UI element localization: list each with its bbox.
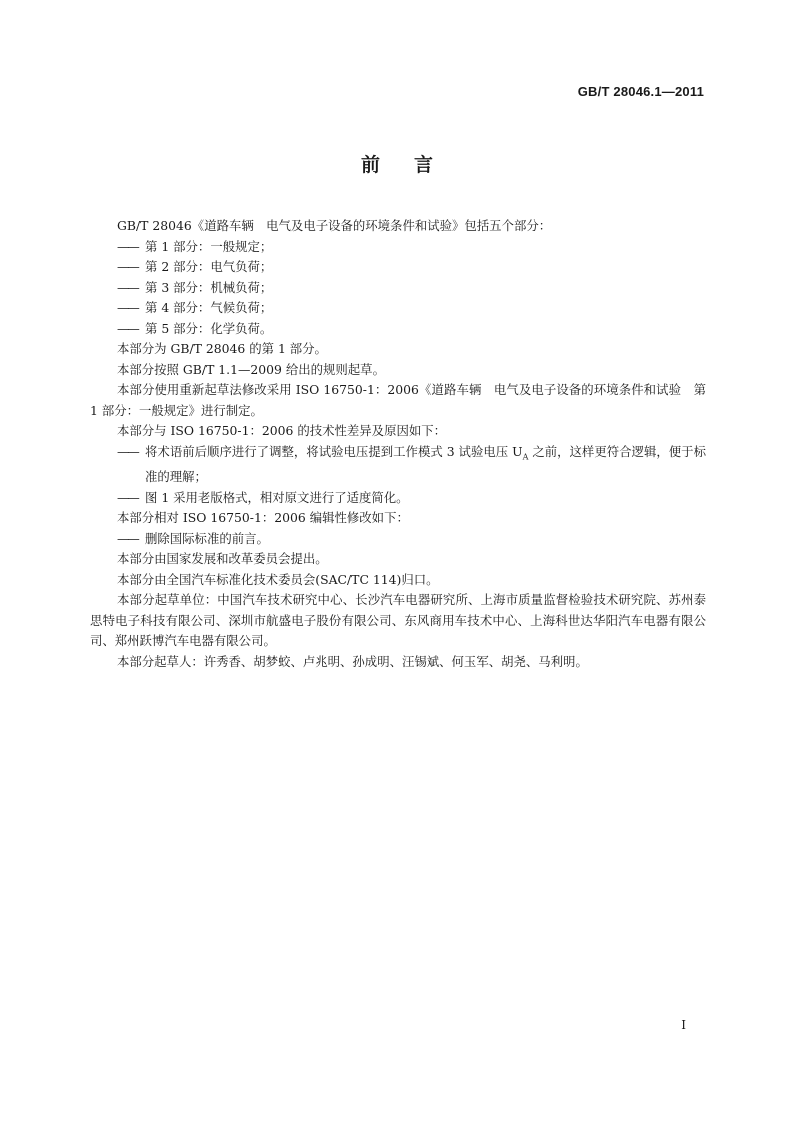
- drafting-units-statement: 本部分起草单位：中国汽车技术研究中心、长沙汽车电器研究所、上海市质量监督检验技术研究院、苏州泰思特电子科技有限公司、深圳市航盛电子股份有限公司、东风商用车技术中心、上海科世达华阳汽车电器有限公司、郑州跃博汽车电器有限公司。: [90, 592, 706, 649]
- list-item: [90, 319, 706, 340]
- foreword-body: [90, 216, 706, 672]
- drafting-rule-statement: 本部分按照 GB/T 1.1—2009 给出的规则起草。: [117, 361, 385, 377]
- page-number: I: [681, 1018, 686, 1032]
- centralized-by-statement: 本部分由全国汽车标准化技术委员会(SAC/TC 114)归口。: [117, 571, 439, 587]
- standard-code: GB/T 28046.1—2011: [577, 84, 704, 99]
- drafters-statement: 本部分起草人：许秀香、胡梦蛟、卢兆明、孙成明、汪锡斌、何玉军、胡尧、马利明。: [117, 653, 588, 669]
- list-item-text: 图 1 采用老版格式，相对原文进行了适度简化。: [145, 489, 409, 505]
- list-item-text: 第 2 部分：电气负荷；: [145, 259, 273, 274]
- list-item: [90, 298, 706, 319]
- list-item: [90, 257, 706, 278]
- list-item: [90, 278, 706, 299]
- list-item-text: 第 4 部分：气候负荷；: [145, 300, 273, 315]
- list-item-text: 之前，这样更符合逻辑，便于标准的理解；: [145, 443, 706, 485]
- tech-diff-intro: 本部分与 ISO 16750-1：2006 的技术性差异及原因如下：: [117, 423, 447, 438]
- list-item-text: 删除国际标准的前言。: [145, 530, 269, 546]
- part-of-statement: 本部分为 GB/T 28046 的第 1 部分。: [117, 341, 327, 356]
- list-item: [90, 529, 706, 550]
- dash: ——: [117, 300, 138, 315]
- dash: ——: [117, 320, 138, 336]
- dash: ——: [117, 530, 138, 546]
- subscript: A: [522, 451, 529, 461]
- list-item-text: 第 1 部分：一般规定；: [145, 238, 273, 254]
- intro-paragraph: GB/T 28046《道路车辆 电气及电子设备的环境条件和试验》包括五个部分：: [117, 218, 552, 233]
- proposed-by-statement: 本部分由国家发展和改革委员会提出。: [117, 551, 328, 567]
- dash: ——: [117, 279, 138, 295]
- list-item: [90, 237, 706, 258]
- dash: ——: [117, 489, 138, 505]
- editorial-intro: 本部分相对 ISO 16750-1：2006 编辑性修改如下：: [117, 510, 409, 526]
- page-title: 前言: [360, 154, 467, 176]
- list-item: [90, 442, 706, 488]
- list-item-text: 第 5 部分：化学负荷。: [145, 320, 273, 336]
- list-item-text: 将术语前后顺序进行了调整，将试验电压提到工作模式 3 试验电压 U: [145, 443, 523, 459]
- list-item-text: 第 3 部分：机械负荷；: [145, 279, 273, 295]
- dash: ——: [117, 238, 138, 254]
- dash: ——: [117, 443, 138, 459]
- dash: ——: [117, 259, 138, 274]
- list-item: [90, 488, 706, 509]
- adoption-statement: 本部分使用重新起草法修改采用 ISO 16750-1：2006《道路车辆 电气及电子设备的环境条件和试验 第 1 部分：一般规定》进行制定。: [90, 382, 706, 418]
